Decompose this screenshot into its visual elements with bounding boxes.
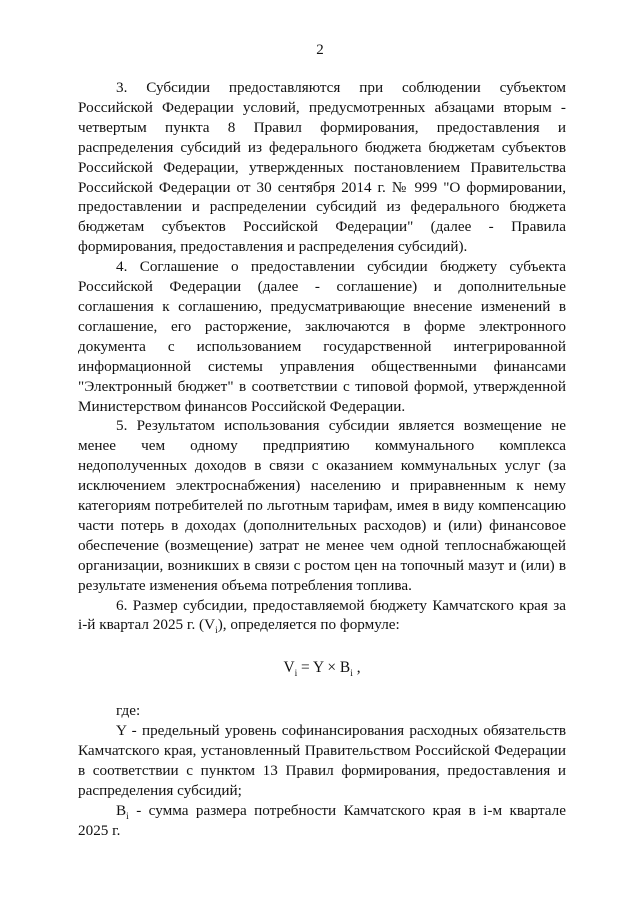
definition-b: [78, 801, 566, 841]
variable-v-subscript: i: [215, 626, 218, 637]
formula-middle: = Y × B: [297, 659, 351, 677]
formula-rhs-subscript: i: [350, 669, 353, 680]
document-body: [78, 78, 566, 841]
formula-lhs: V: [283, 659, 295, 677]
variable-v-inline: [204, 616, 218, 637]
variable-b-letter: B: [116, 801, 127, 819]
paragraph-4: 4. Соглашение о предоставлении субсидии бюджету субъекта Российской Федерации (далее - соглашение) и дополнительные соглашения к соглашению, предусматривающие внесение изменений в соглашение, его расторжение, заключаются в форме электронного документа с использованием государственной интегрированной информационной системы управления общественными финансами "Электронный бюджет" в соответствии с типовой формой, утвержденной Министерством финансов Российской Федерации.: [78, 258, 566, 415]
paragraph-6-tail: ), определяется по формуле:: [217, 616, 400, 634]
paragraph-6-text: 6. Размер субсидии, предоставляемой бюджету Камчатского края за i-й квартал 2025 г. (: [78, 596, 566, 634]
where-label: где:: [116, 702, 141, 720]
formula: [78, 658, 566, 680]
page-number: 2: [316, 42, 324, 58]
formula-lhs-subscript: i: [294, 669, 298, 680]
formula-tail: ,: [352, 659, 361, 677]
paragraph-6: [78, 596, 566, 636]
variable-v-letter: V: [204, 616, 216, 634]
paragraph-3: 3. Субсидии предоставляются при соблюдении субъектом Российской Федерации условий, предусмотренных абзацами вторым - четвертым пункта 8 Правил формирования, предоставления и распределения субсидий из федерального бюджета бюджетам субъектов Российской Федерации, утвержденных постановлением Правительства Российской Федерации от 30 сентября 2014 г. № 999 "О формировании, предоставлении и распределении субсидий из федерального бюджета бюджетам субъектов Российской Федерации" (далее - Правила формирования, предоставления и распределения субсидий).: [78, 79, 566, 256]
spacer: [78, 680, 566, 701]
variable-b-inline: [116, 801, 129, 822]
variable-b-subscript: i: [126, 811, 129, 822]
paragraph-5: 5. Результатом использования субсидии является возмещение не менее чем одному предприятию коммунального комплекса недополученных доходов в связи с оказанием коммунальных услуг (за исключением электроснабжения) населению и приравненным к нему категориям потребителей по льготным тарифам, имея в виду компенсацию части потерь в доходах (дополнительных расходов) и (или) финансовое обеспечение (возмещение) затрат не менее чем одной теплоснабжающей организации, возникших в связи с ростом цен на топочный мазут и (или) в результате изменения объема потребления топлива.: [78, 417, 566, 594]
definition-y: Y - предельный уровень софинансирования расходных обязательств Камчатского края, установленный Правительством Российской Федерации в соответствии с пунктом 13 Правил формирования, предоставления и распределения субсидий;: [78, 722, 566, 799]
definition-b-text: - сумма размера потребности Камчатского края в i-м квартале 2025 г.: [78, 801, 566, 839]
